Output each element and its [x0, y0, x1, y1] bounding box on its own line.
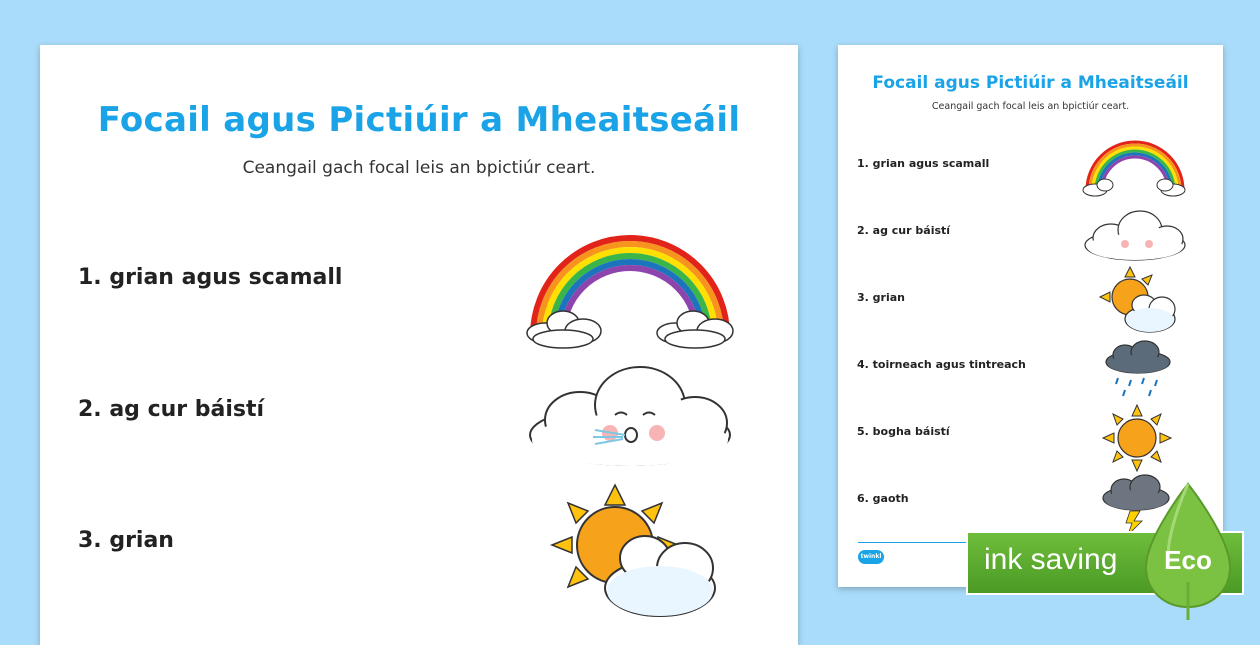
- rainbow-icon: [1083, 140, 1188, 200]
- rainbow-icon: [525, 235, 735, 355]
- page-title: Focail agus Pictiúir a Mheaitseáil: [872, 73, 1189, 93]
- list-item: 1. grian agus scamall: [857, 157, 990, 170]
- list-item: 3. grian: [857, 291, 905, 304]
- instructions: Ceangail gach focal leis an bpictiúr ceart.: [931, 101, 1130, 112]
- list-item: 6. gaoth: [857, 492, 909, 505]
- storm-rain-icon: [1103, 340, 1173, 400]
- instructions: Ceangail gach focal leis an bpictiúr ceart.: [242, 158, 596, 178]
- page-title: Focail agus Pictiúir a Mheaitseáil: [97, 100, 741, 140]
- list-item: 2. ag cur báistí: [857, 224, 951, 237]
- worksheet-preview-large: [40, 45, 798, 645]
- wind-cloud-icon: [1083, 210, 1188, 265]
- list-item: 1. grian agus scamall: [78, 265, 343, 290]
- wind-cloud-icon: [525, 365, 735, 475]
- list-item: 3. grian: [78, 528, 174, 553]
- sun-cloud-icon: [1100, 267, 1175, 337]
- ink-saving-label: ink saving: [984, 543, 1118, 576]
- sun-icon: [1103, 405, 1171, 471]
- list-item: 2. ag cur báistí: [78, 397, 265, 422]
- twinkl-logo: twinkl: [858, 550, 884, 564]
- sun-cloud-icon: [550, 483, 720, 623]
- list-item: 4. toirneach agus tintreach: [857, 358, 1026, 371]
- list-item: 5. bogha báistí: [857, 425, 950, 438]
- eco-label: Eco: [1164, 545, 1212, 575]
